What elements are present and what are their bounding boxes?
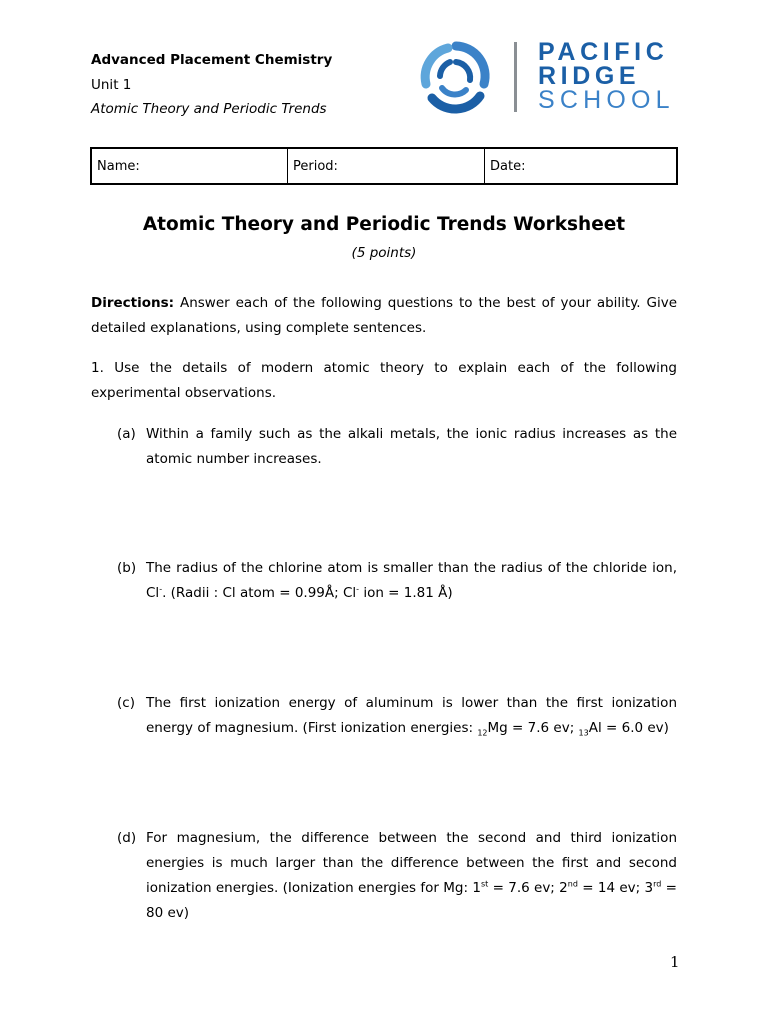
- question-1b-letter: (b): [117, 560, 137, 576]
- ordinal-superscript: nd: [567, 879, 578, 889]
- question-1b-text-part: ion = 1.81 Å): [359, 585, 453, 601]
- chloride-charge-superscript: -: [356, 584, 360, 594]
- question-1a-text: Within a family such as the alkali metals, the ionic radius increases as the atomic number increases.: [146, 426, 677, 467]
- date-cell[interactable]: Date:: [490, 159, 526, 174]
- period-cell[interactable]: Period:: [288, 149, 485, 183]
- logo-line-school: SCHOOL: [538, 86, 675, 114]
- logo-divider: [514, 42, 517, 112]
- directions-paragraph: [91, 291, 677, 341]
- question-1d-letter: (d): [117, 830, 137, 846]
- directions-label: Directions:: [91, 295, 175, 311]
- question-1c-text: [146, 691, 677, 741]
- question-1a-letter: (a): [117, 426, 136, 442]
- directions-text: Answer each of the following questions to the best of your ability. Give detailed explanations, using complete sentences.: [91, 295, 677, 336]
- worksheet-points: (5 points): [351, 245, 417, 261]
- ordinal-superscript: rd: [653, 879, 662, 889]
- question-1c: [117, 691, 677, 751]
- question-1d: [117, 826, 677, 936]
- student-info-table: [90, 147, 678, 185]
- school-logo-mark-icon: [418, 40, 494, 116]
- worksheet-title: Atomic Theory and Periodic Trends Worksheet: [142, 214, 626, 235]
- atomic-number-subscript: 13: [578, 728, 589, 738]
- chloride-charge-superscript: -: [159, 584, 163, 594]
- question-1d-text-part: For magnesium, the difference between the second and third ionization energies is much larger than the difference between the first and second ionization energies. (Ionization energies for Mg: 1: [146, 830, 677, 896]
- question-1d-text-part: = 80 ev): [146, 880, 677, 921]
- question-1b-text: [146, 556, 677, 606]
- question-1c-text-part: Al = 6.0 ev): [588, 720, 669, 736]
- logo-wordmark: [538, 40, 675, 112]
- course-title: Advanced Placement Chemistry: [91, 52, 333, 68]
- logo-line-pacific: PACIFIC: [538, 38, 669, 66]
- question-1-prompt: 1. Use the details of modern atomic theory to explain each of the following experimental observations.: [91, 360, 677, 401]
- ordinal-superscript: st: [480, 879, 489, 889]
- question-1d-text: [146, 826, 677, 926]
- course-topic: Atomic Theory and Periodic Trends: [91, 101, 327, 117]
- page-number: 1: [670, 953, 680, 971]
- name-cell[interactable]: Name:: [92, 149, 288, 183]
- course-unit: Unit 1: [91, 76, 132, 93]
- question-1b: [117, 556, 677, 616]
- question-1b-text-part: . (Radii : Cl atom = 0.99Å; Cl: [162, 585, 357, 601]
- question-1d-text-part: = 7.6 ev; 2: [488, 880, 568, 896]
- atomic-number-subscript: 12: [477, 728, 488, 738]
- question-1c-text-part: The first ionization energy of aluminum is lower than the first ionization energy of magnesium. (First ionization energies:: [146, 695, 677, 736]
- logo-line-ridge: RIDGE: [538, 62, 641, 90]
- course-header: [91, 48, 332, 122]
- school-logo: [418, 40, 688, 120]
- question-1a: [117, 422, 677, 482]
- question-1d-text-part: = 14 ev; 3: [577, 880, 654, 896]
- question-1b-text-part: The radius of the chlorine atom is smaller than the radius of the chloride ion, Cl: [146, 560, 677, 601]
- question-1c-letter: (c): [117, 695, 135, 711]
- question-1c-text-part: Mg = 7.6 ev;: [487, 720, 579, 736]
